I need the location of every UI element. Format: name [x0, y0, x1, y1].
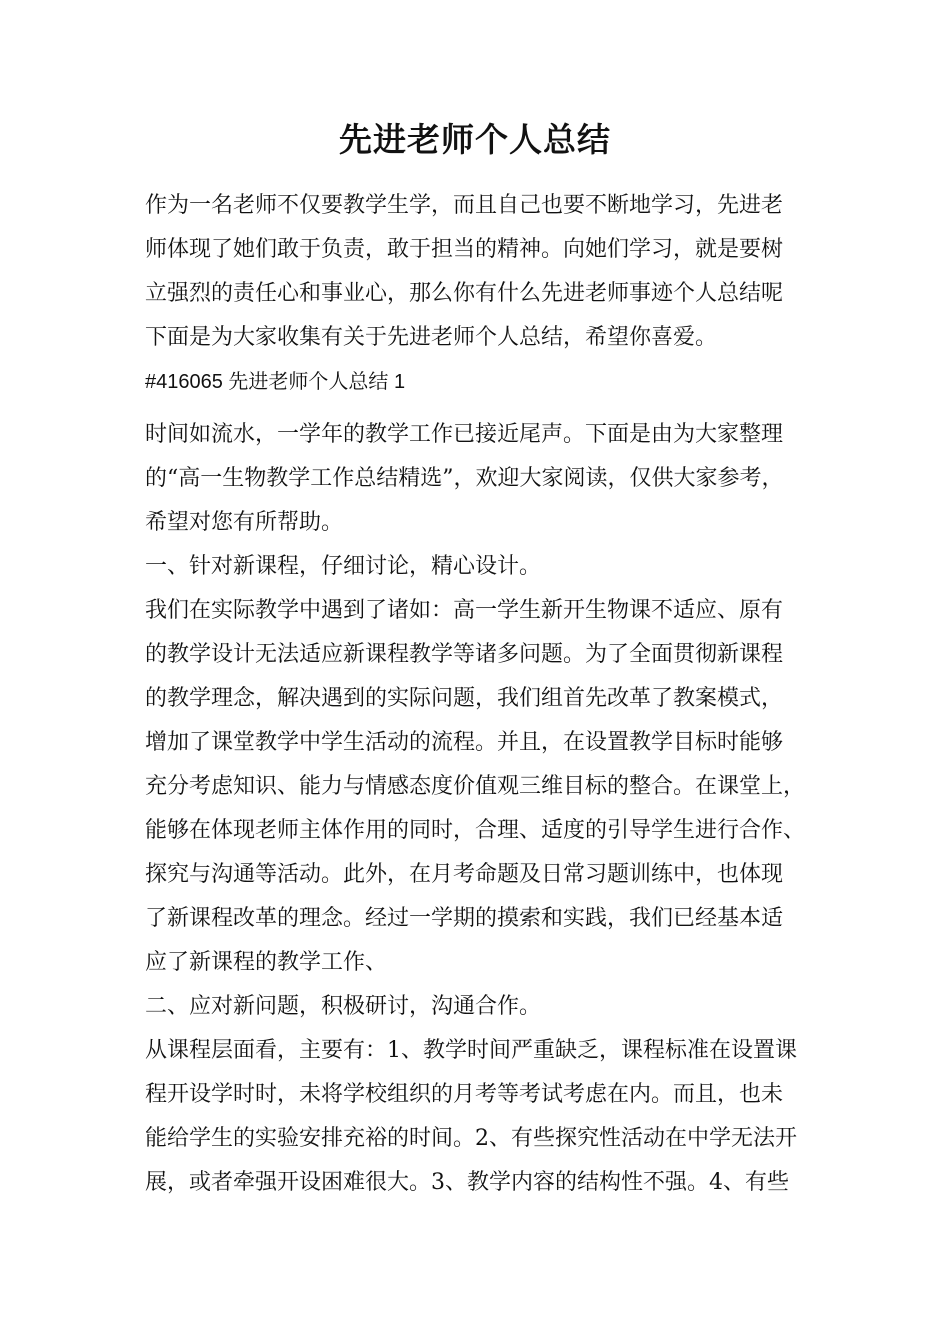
body-line: 充分考虑知识、能力与情感态度价值观三维目标的整合。在课堂上，: [145, 774, 806, 799]
body-line: 二、应对新问题，积极研讨，沟通合作。: [145, 994, 542, 1019]
body-line: 希望对您有所帮助。: [145, 510, 344, 535]
intro-line: 作为一名老师不仅要教学生学，而且自己也要不断地学习，先进老: [145, 193, 784, 218]
body-line: 我们在实际教学中遇到了诸如：高一学生新开生物课不适应、原有: [145, 598, 784, 623]
section-heading: #416065 先进老师个人总结 1: [145, 371, 406, 393]
body-line: 应了新课程的教学工作、: [145, 950, 388, 975]
intro-line: 师体现了她们敢于负责，敢于担当的精神。向她们学习，就是要树: [145, 237, 784, 262]
body-line: 增加了课堂教学中学生活动的流程。并且，在设置教学目标时能够: [145, 730, 784, 755]
body-line: 探究与沟通等活动。此外，在月考命题及日常习题训练中，也体现: [145, 862, 784, 887]
body-line: 程开设学时时，未将学校组织的月考等考试考虑在内。而且，也未: [145, 1082, 784, 1107]
intro-line: 立强烈的责任心和事业心，那么你有什么先进老师事迹个人总结呢: [145, 281, 784, 306]
body-line: 的教学设计无法适应新课程教学等诸多问题。为了全面贯彻新课程: [145, 642, 784, 667]
body-line: 的“高一生物教学工作总结精选”，欢迎大家阅读，仅供大家参考，: [145, 466, 784, 491]
document-title: 先进老师个人总结: [339, 120, 611, 159]
body-line: 从课程层面看，主要有：1、教学时间严重缺乏，课程标准在设置课: [145, 1038, 797, 1063]
body-line: 一、针对新课程，仔细讨论，精心设计。: [145, 554, 542, 579]
body-line: 能给学生的实验安排充裕的时间。2、有些探究性活动在中学无法开: [145, 1126, 797, 1151]
body-line: 的教学理念，解决遇到的实际问题，我们组首先改革了教案模式，: [145, 686, 784, 711]
body-line: 能够在体现老师主体作用的同时，合理、适度的引导学生进行合作、: [145, 818, 806, 843]
body-line: 展，或者牵强开设困难很大。3、教学内容的结构性不强。4、有些: [145, 1170, 789, 1195]
body-line: 时间如流水，一学年的教学工作已接近尾声。下面是由为大家整理: [145, 422, 784, 447]
body-line: 了新课程改革的理念。经过一学期的摸索和实践，我们已经基本适: [145, 906, 784, 931]
intro-line: 下面是为大家收集有关于先进老师个人总结，希望你喜爱。: [145, 325, 718, 350]
